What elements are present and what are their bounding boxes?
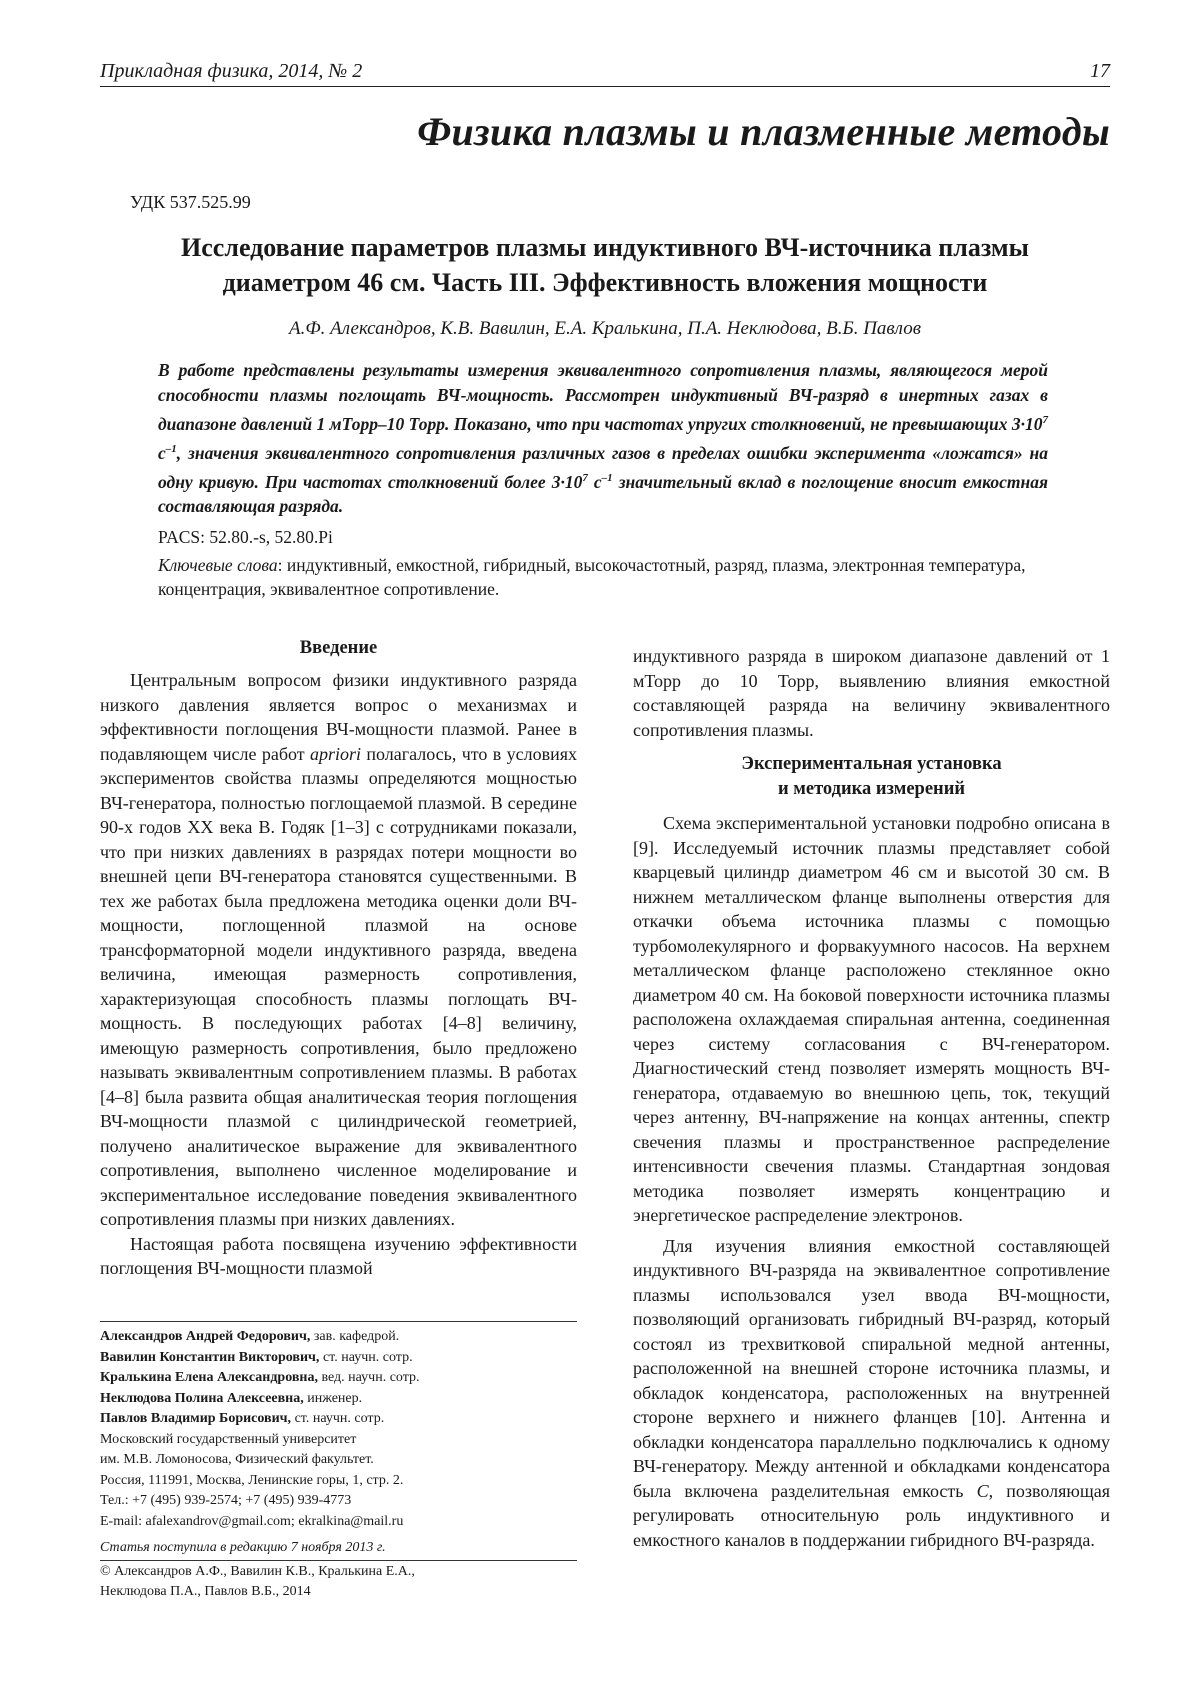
organization-line: Московский государственный университет bbox=[100, 1431, 357, 1447]
capacitance-symbol: C bbox=[976, 1480, 989, 1501]
article-title bbox=[100, 230, 1110, 300]
author-note bbox=[100, 1409, 577, 1430]
intro-paragraph-continued: индуктивного разряда в широком диапазоне давлений от 1 мТорр до 10 Торр, выявлению влияния емкостной составляющей разряда на величину эквивалентного сопротивления плазмы. bbox=[633, 646, 1110, 740]
author-role: ст. научн. сотр. bbox=[291, 1411, 385, 1426]
keywords-text: : индуктивный, емкостной, гибридный, высокочастотный, разряд, плазма, электронная температура, концентрация, эквивалентное сопротивление. bbox=[158, 555, 1026, 599]
running-head bbox=[100, 56, 1110, 87]
abstract-exponent: 7 bbox=[1042, 414, 1048, 426]
author-role: зав. кафедрой. bbox=[310, 1329, 400, 1344]
abstract-exponent: 7 bbox=[582, 471, 588, 484]
paragraph-text: , позволяющая регулировать относительную роль индуктивного и емкостного каналов в поддержании гибридного ВЧ-разряда. bbox=[633, 1480, 1110, 1550]
author-note bbox=[100, 1389, 577, 1410]
received-date: Статья поступила в редакцию 7 ноября 2013 г. bbox=[100, 1540, 386, 1555]
abstract-text: с bbox=[587, 471, 602, 492]
author-role: ст. научн. сотр. bbox=[319, 1349, 413, 1365]
author-note bbox=[100, 1327, 577, 1348]
author-note bbox=[100, 1348, 577, 1369]
copyright-line-2: Неклюдова П.А., Павлов В.Б., 2014 bbox=[100, 1584, 311, 1599]
author-list: А.Ф. Александров, К.В. Вавилин, Е.А. Кралькина, П.А. Неклюдова, В.Б. Павлов bbox=[289, 318, 921, 339]
intro-paragraph-1 bbox=[100, 668, 577, 1232]
author-note bbox=[100, 1368, 577, 1389]
copyright bbox=[100, 1562, 577, 1602]
paragraph-text: полагалось, что в условиях экспериментов свойства плазмы определяются мощностью ВЧ-генератора, полностью поглощаемой плазмой. В середине 90-х годов XX века В. Годяк [1–3] с сотрудниками показали, что при низких давлениях в разрядах потери мощности во внешней цепи ВЧ-генератора становятся существенными. В тех же работах была предложена методика оценки доли ВЧ-мощности, поглощенной плазмой на основе трансформаторной модели индуктивного разряда, введена величина, имеющая размерность сопротивления, характеризующая способность плазмы поглощать ВЧ-мощность. В последующих работах [4–8] величину, имеющую размерность сопротивления, было предложено называть эквивалентным сопротивлением плазмы. В работах [4–8] была развита общая аналитическая теория поглощения ВЧ-мощности плазмой с цилиндрической геометрией, получено аналитическое выражение для эквивалентного сопротивления, выполнено численное моделирование и экспериментальное исследование поведения эквивалентного сопротивления плазмы при низких давлениях. bbox=[100, 743, 577, 1229]
author-name: Неклюдова Полина Алексеевна, bbox=[100, 1390, 304, 1406]
intro-paragraph-2: Настоящая работа посвящена изучению эффективности поглощения ВЧ-мощности плазмой bbox=[100, 1233, 577, 1278]
abstract-text: В работе представлены результаты измерения эквивалентного сопротивления плазмы, являющегося мерой способности плазмы поглощать ВЧ-мощность. Рассмотрен индуктивный ВЧ-разряд в инертных газах в диапазоне давлений 1 мТорр–10 Торр. Показано, что при частотах упругих столкновений, не превышающих 3·10 bbox=[158, 360, 1048, 434]
author-role: вед. научн. сотр. bbox=[317, 1370, 420, 1385]
author-name: Александров Андрей Федорович, bbox=[100, 1329, 311, 1344]
email-addresses: E-mail: afalexandrov@gmail.com; ekralkina@mail.ru bbox=[100, 1513, 404, 1529]
phone-numbers: Тел.: +7 (495) 939-2574; +7 (495) 939-4773 bbox=[100, 1493, 352, 1508]
setup-paragraph-2 bbox=[633, 1234, 1110, 1553]
keywords bbox=[158, 553, 1048, 601]
abstract-text: , значения эквивалентного сопротивления различных газов в пределах ошибки эксперимента «ложатся» на одну кривую. При частотах столкновений более 3·10 bbox=[158, 442, 1048, 492]
article-title-line-2: диаметром 46 см. Часть III. Эффективность вложения мощности bbox=[222, 268, 988, 297]
author-name: Кралькина Елена Александровна, bbox=[100, 1370, 318, 1385]
author-name: Вавилин Константин Викторович, bbox=[100, 1349, 320, 1365]
right-column-body bbox=[633, 811, 1110, 1552]
received-divider bbox=[100, 1560, 577, 1561]
setup-paragraph-1: Схема экспериментальной установки подробно описана в [9]. Исследуемый источник плазмы представляет собой кварцевый цилиндр диаметром 46 см и высотой 30 см. В нижнем металлическом фланце выполнены отверстия для откачки объема источника плазмы с помощью турбомолекулярного и форвакуумного насосов. На верхнем металлическом фланце расположено стеклянное окно диаметром 40 см. На боковой поверхности источника плазмы расположена охлаждаемая спиральная антенна, соединенная через систему согласования с ВЧ-генератором. Диагностический стенд позволяет измерять мощность ВЧ-генератора, отдаваемую во внешнюю цепь, ток, текущий через антенну, ВЧ-напряжение на концах антенны, спектр свечения плазмы и пространственное распределение интенсивности свечения плазмы. Стандартная зондовая методика позволяет измерять концентрацию и энергетическое распределение электронов. bbox=[633, 813, 1110, 1225]
abstract-text: значительный вклад в поглощение вносит емкостная составляющая разряда. bbox=[158, 471, 1048, 517]
author-affiliations bbox=[100, 1327, 577, 1532]
udk-code: УДК 537.525.99 bbox=[130, 192, 251, 212]
journal-name: Прикладная физика, 2014, № 2 bbox=[100, 60, 363, 82]
copyright-line-1: © Александров А.Ф., Вавилин К.В., Кралькина Е.А., bbox=[100, 1564, 415, 1579]
organization-line: им. М.В. Ломоносова, Физический факультет. bbox=[100, 1452, 374, 1467]
setup-heading bbox=[633, 752, 1110, 802]
setup-heading-line-1: Экспериментальная установка bbox=[741, 754, 1002, 774]
latin-term: apriori bbox=[309, 743, 361, 764]
postal-address: Россия, 111991, Москва, Ленинские горы, 1, стр. 2. bbox=[100, 1472, 404, 1488]
abstract-exponent: –1 bbox=[165, 442, 177, 455]
pacs-codes: PACS: 52.80.-s, 52.80.Pi bbox=[158, 527, 333, 547]
abstract-exponent: –1 bbox=[601, 471, 613, 484]
abstract-text: с bbox=[158, 442, 166, 463]
keywords-label: Ключевые слова bbox=[158, 555, 278, 575]
setup-heading-line-2: и методика измерений bbox=[777, 779, 966, 799]
section-title: Физика плазмы и плазменные методы bbox=[417, 109, 1110, 154]
left-column bbox=[100, 668, 577, 1281]
right-column-top bbox=[633, 644, 1110, 742]
footnote-divider bbox=[100, 1321, 577, 1322]
paragraph-text: Центральным вопросом физики индуктивного разряда низкого давления является вопрос о механизмах и эффективности поглощения ВЧ-мощности плазмой. Ранее в подавляющем числе работ bbox=[100, 670, 577, 764]
paragraph-text: Для изучения влияния емкостной составляющей индуктивного ВЧ-разряда на эквивалентное сопротивление плазмы использовался узел ввода ВЧ-мощности, позволяющий организовать гибридный ВЧ-разряд, который состоял из трехвитковой спиральной медной антенны, расположенной на внешней стороне источника плазмы, и обкладок конденсатора, расположенных на внутренней стороне верхнего и нижнего фланцев [10]. Антенна и обкладки конденсатора параллельно подключались к одному ВЧ-генератору. Между антенной и обкладками конденсатора была включена разделительная емкость bbox=[633, 1235, 1110, 1501]
intro-heading: Введение bbox=[299, 638, 378, 658]
article-title-line-1: Исследование параметров плазмы индуктивного ВЧ-источника плазмы bbox=[181, 233, 1029, 262]
abstract bbox=[158, 358, 1048, 519]
author-role: инженер. bbox=[303, 1390, 363, 1406]
page-number: 17 bbox=[1090, 60, 1110, 82]
author-name: Павлов Владимир Борисович, bbox=[100, 1411, 292, 1426]
